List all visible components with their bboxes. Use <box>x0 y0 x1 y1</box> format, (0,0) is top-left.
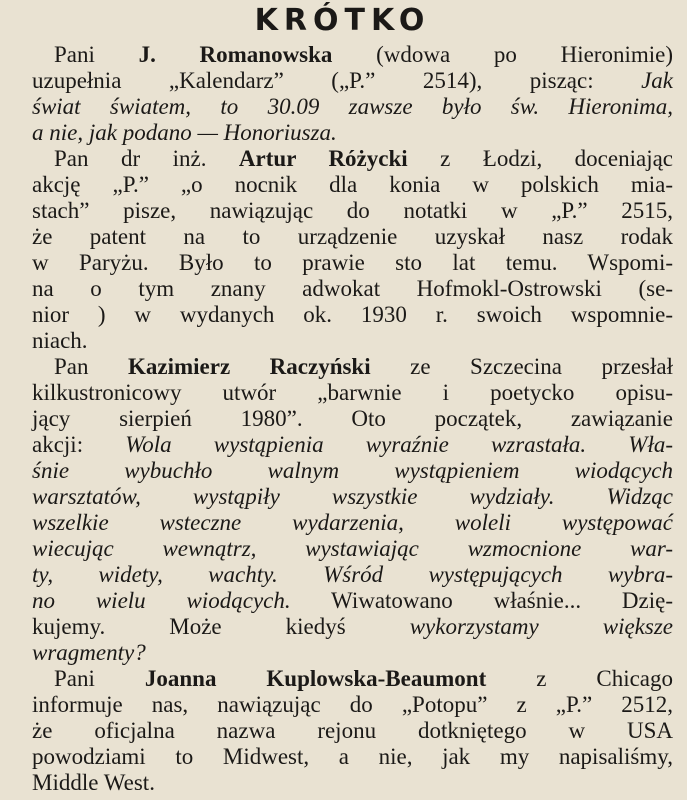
bold-name: Artur Różycki <box>238 146 408 171</box>
text-line <box>32 640 673 666</box>
text-line <box>32 276 673 302</box>
text-line <box>32 406 673 432</box>
text-line <box>32 614 673 640</box>
text-line <box>32 692 673 718</box>
text-run: jący sierpień 1980”. Oto początek, zawiązanie <box>32 406 673 431</box>
italic-text: wszelkie wsteczne wydarzenia, woleli występować <box>32 510 673 535</box>
text-run: Pani <box>54 666 145 691</box>
bold-name: Joanna Kuplowska-Beaumont <box>144 666 487 691</box>
italic-text: śnie wybuchło walnym wystąpieniem wiodących <box>32 458 673 483</box>
text-line <box>32 146 673 172</box>
italic-text: a nie, jak podano — Honoriusza. <box>32 120 337 145</box>
text-run: Wiwatowano właśnie... Dzię- <box>290 588 674 613</box>
italic-text: no wielu wiodących. <box>32 588 291 613</box>
text-line <box>32 484 673 510</box>
text-line <box>32 120 673 146</box>
text-line <box>32 510 673 536</box>
text-run: że oficjalna nazwa rejonu dotkniętego w USA <box>32 718 673 743</box>
text-line <box>32 666 673 692</box>
italic-text: wykorzystamy większe <box>409 614 673 639</box>
italic-text: wiecując wewnątrz, wystawiając wzmocnione war- <box>32 536 673 561</box>
text-line <box>32 432 673 458</box>
text-run: w Paryżu. Było to prawie sto lat temu. Wspomi- <box>32 250 673 275</box>
text-run: kujemy. Może kiedyś <box>32 614 410 639</box>
text-run: Pani <box>54 42 139 67</box>
text-run: Pan <box>54 354 128 379</box>
text-line <box>32 458 673 484</box>
text-line <box>32 562 673 588</box>
text-line <box>32 68 673 94</box>
text-run: powodziami to Midwest, a nie, jak my napisaliśmy, <box>32 744 673 769</box>
article-body <box>32 42 673 796</box>
text-line <box>32 588 673 614</box>
section-title: KRÓTKO <box>254 3 431 38</box>
italic-text: ty, widety, wachty. Wśród występujących wybra- <box>32 562 673 587</box>
text-line <box>32 172 673 198</box>
text-run: z Chicago <box>486 666 674 691</box>
text-run: że patent na to urządzenie uzyskał nasz rodak <box>32 224 673 249</box>
text-run: na o tym znany adwokat Hofmokl-Ostrowski (se- <box>32 276 673 301</box>
text-line <box>32 718 673 744</box>
text-run: ze Szczecina przesłał <box>370 354 673 379</box>
text-line <box>32 354 673 380</box>
paragraph <box>32 42 673 146</box>
text-line <box>32 250 673 276</box>
paragraph <box>32 666 673 796</box>
italic-text: Jak <box>641 68 673 93</box>
italic-text: warsztatów, wystąpiły wszystkie wydziały. Widząc <box>32 484 673 509</box>
text-run: Pan dr inż. <box>54 146 239 171</box>
text-run: (wdowa po Hieronimie) <box>332 42 673 67</box>
text-line <box>32 302 673 328</box>
text-line <box>32 328 673 354</box>
italic-text: świat światem, to 30.09 zawsze było św. Hieronima, <box>32 94 673 119</box>
paragraph <box>32 146 673 354</box>
text-run: informuje nas, nawiązując do „Potopu” z „P.” 2512, <box>32 692 673 717</box>
text-line <box>32 94 673 120</box>
bold-name: J. Romanowska <box>138 42 333 67</box>
text-line <box>32 198 673 224</box>
text-line <box>32 380 673 406</box>
text-line <box>32 744 673 770</box>
text-line <box>32 770 673 796</box>
text-run: akcji: <box>32 432 126 457</box>
text-run: niach. <box>32 328 88 353</box>
text-run: stach” pisze, nawiązując do notatki w „P.” 2515, <box>32 198 673 223</box>
text-line <box>32 536 673 562</box>
text-run: uzupełnia „Kalendarz” („P.” 2514), pisząc: <box>32 68 642 93</box>
italic-text: wragmenty? <box>32 640 146 665</box>
text-run: kilkustronicowy utwór „barwnie i poetycko opisu- <box>32 380 673 405</box>
text-run: Middle West. <box>32 770 155 795</box>
text-line <box>32 42 673 68</box>
text-run: akcję „P.” „o nocnik dla konia w polskich mia- <box>32 172 673 197</box>
paragraph <box>32 354 673 666</box>
text-run: nior ) w wydanych ok. 1930 r. swoich wspomnie- <box>32 302 673 327</box>
italic-text: Wola wystąpienia wyraźnie wzrastała. Wła- <box>125 432 673 457</box>
bold-name: Kazimierz Raczyński <box>128 354 371 379</box>
text-run: z Łodzi, doceniając <box>407 146 674 171</box>
text-line <box>32 224 673 250</box>
